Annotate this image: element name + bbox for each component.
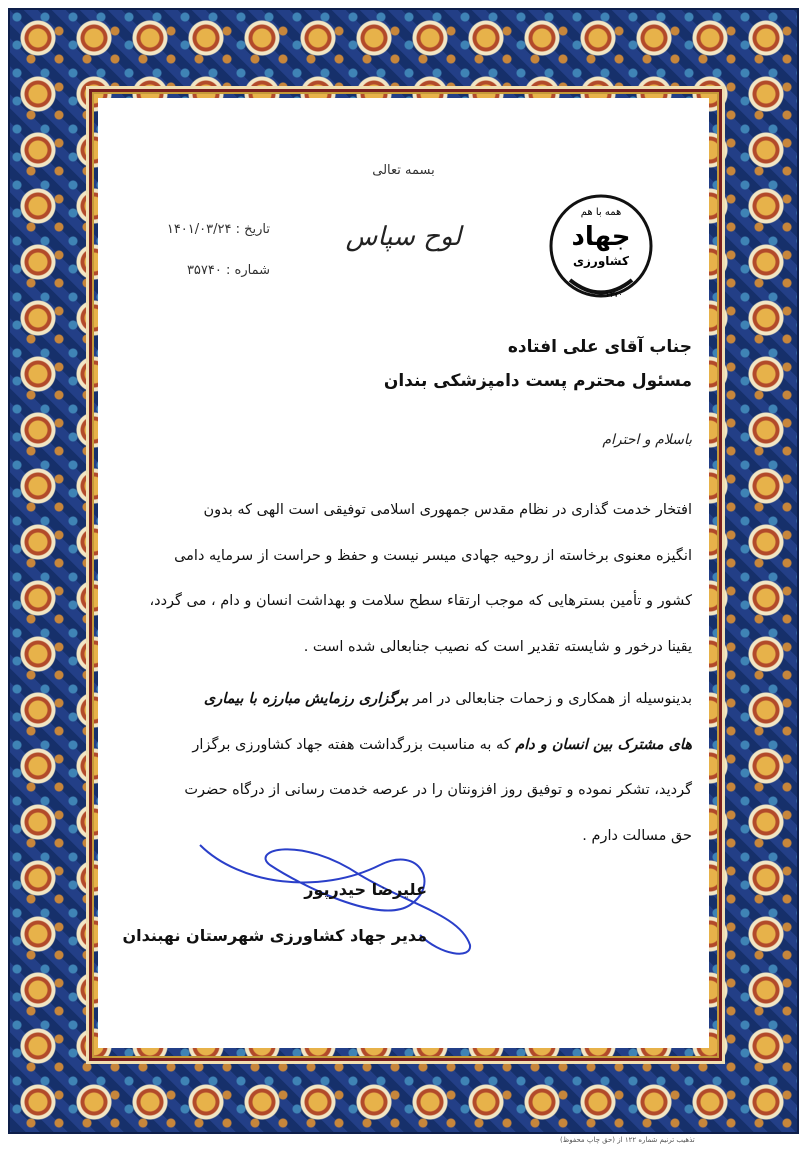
basmala: بسمه تعالی — [372, 163, 435, 178]
number-label: شماره : — [226, 263, 270, 278]
date-value: ۱۴۰۱/۰۳/۲۴ — [166, 222, 232, 237]
logo-year: ۱۳۷۰ — [605, 290, 623, 299]
date-label: تاریخ : — [235, 222, 270, 237]
body-paragraph-1 — [132, 488, 692, 670]
body-text: بدینوسیله از همکاری و زحمات جنابعالی در امر — [412, 691, 692, 707]
body-emphasis: های مشترک بین انسان و دام — [515, 736, 692, 753]
body-line: یقینا درخور و شایسته تقدیر است که نصیب جنابعالی شده است . — [303, 638, 692, 655]
recipient-title: مسئول محترم پست دامپزشکی بندان — [383, 371, 692, 391]
logo-subtitle: کشاورزی — [573, 254, 629, 268]
body-line: انگیزه معنوی برخاسته از روحیه جهادی میسر نیست و حفظ و حراست از سرمایه دامی — [174, 547, 692, 564]
body-line: حق مسالت دارم . — [582, 827, 692, 844]
body-emphasis: برگزاری رزمایش مبارزه با بیماری — [203, 691, 409, 707]
signer-title: مدیر جهاد کشاورزی شهرستان نهبندان — [122, 926, 427, 945]
body-line — [132, 677, 692, 723]
greeting: باسلام و احترام — [602, 432, 692, 448]
signer-name: علیرضا حیدرپور — [304, 880, 427, 899]
body-line — [132, 723, 692, 769]
jahad-logo — [540, 185, 662, 307]
recipient-name: جناب آقای علی افتاده — [507, 337, 692, 357]
body-line: افتخار خدمت گذاری در نظام مقدس جمهوری اسلامی توفیقی است الهی که بدون — [203, 502, 692, 518]
date-line — [140, 222, 270, 237]
footer-credit: تذهیب ترنیم شماره ۱۲۲ از (حق چاپ محفوظ) — [560, 1136, 695, 1144]
number-value: ۳۵۷۴۰ — [186, 263, 222, 278]
body-line: گردید، تشکر نموده و توفیق روز افزونتان را در عرصه خدمت رسانی از درگاه حضرت — [184, 782, 692, 798]
body-line: کشور و تأمین بسترهایی که موجب ارتقاء سطح سلامت و بهداشت انسان و دام ، می گردد، — [149, 593, 692, 609]
certificate-title: لوح سپاس — [345, 222, 462, 252]
logo-slogan: همه با هم — [580, 207, 622, 218]
logo-name: جهاد — [571, 222, 631, 252]
number-line — [140, 263, 270, 278]
body-text: که به مناسبت بزرگداشت هفته جهاد کشاورزی برگزار — [192, 736, 511, 753]
